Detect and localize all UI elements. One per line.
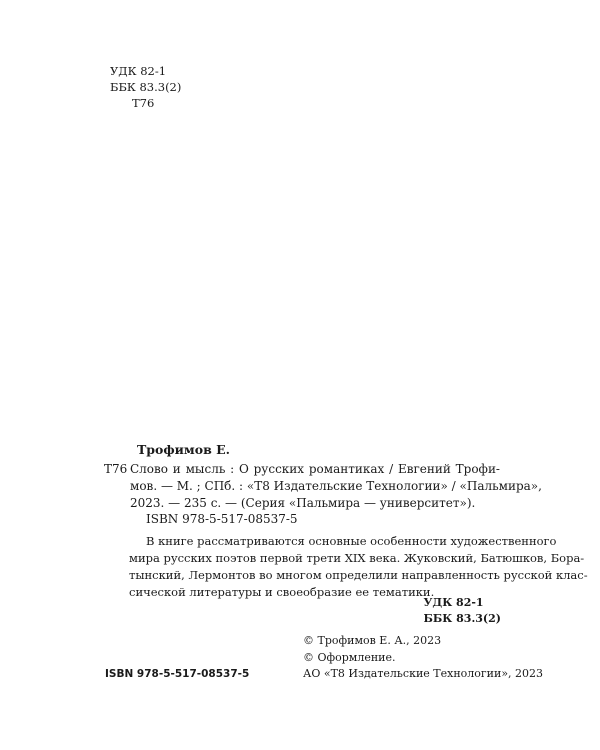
copyright-line: © Оформление.	[303, 650, 396, 664]
record-isbn: ISBN 978-5-517-08537-5	[146, 512, 298, 526]
record-author-mark: Т76	[104, 462, 128, 476]
bibliographic-description	[130, 461, 542, 512]
annotation-line: тынский, Лермонтов во многом определили направленность русской клас-	[129, 568, 588, 582]
bbk-code-bottom: ББК 83.3(2)	[423, 612, 501, 625]
footer-isbn: ISBN 978-5-517-08537-5	[105, 668, 250, 680]
copyright-line: АО «Т8 Издательские Технологии», 2023	[303, 667, 544, 680]
classification-codes-top	[110, 63, 181, 111]
annotation-line: В книге рассматриваются основные особенности художественного	[146, 534, 557, 548]
copyright-line: © Трофимов Е. А., 2023	[303, 634, 442, 647]
classification-codes-bottom	[424, 595, 502, 627]
biblio-line: мов. — М. ; СПб. : «Т8 Издательские Технологии» / «Пальмира»,	[130, 479, 542, 493]
author-mark: Т76	[132, 96, 155, 110]
udk-code-bottom: УДК 82-1	[423, 596, 484, 609]
copyright-block	[303, 633, 543, 683]
annotation	[129, 533, 588, 601]
annotation-line: сической литературы и своеобразие ее тематики.	[129, 585, 435, 599]
udk-code: УДК 82-1	[110, 64, 167, 78]
record-author: Трофимов Е.	[137, 442, 231, 457]
biblio-line: 2023. — 235 с. — (Серия «Пальмира — университет»).	[130, 496, 476, 510]
bbk-code: ББК 83.3(2)	[110, 80, 182, 94]
biblio-line: Слово и мысль : О русских романтиках / Евгений Трофи-	[130, 462, 500, 476]
annotation-line: мира русских поэтов первой трети XIX века. Жуковский, Батюшков, Бора-	[129, 551, 585, 565]
